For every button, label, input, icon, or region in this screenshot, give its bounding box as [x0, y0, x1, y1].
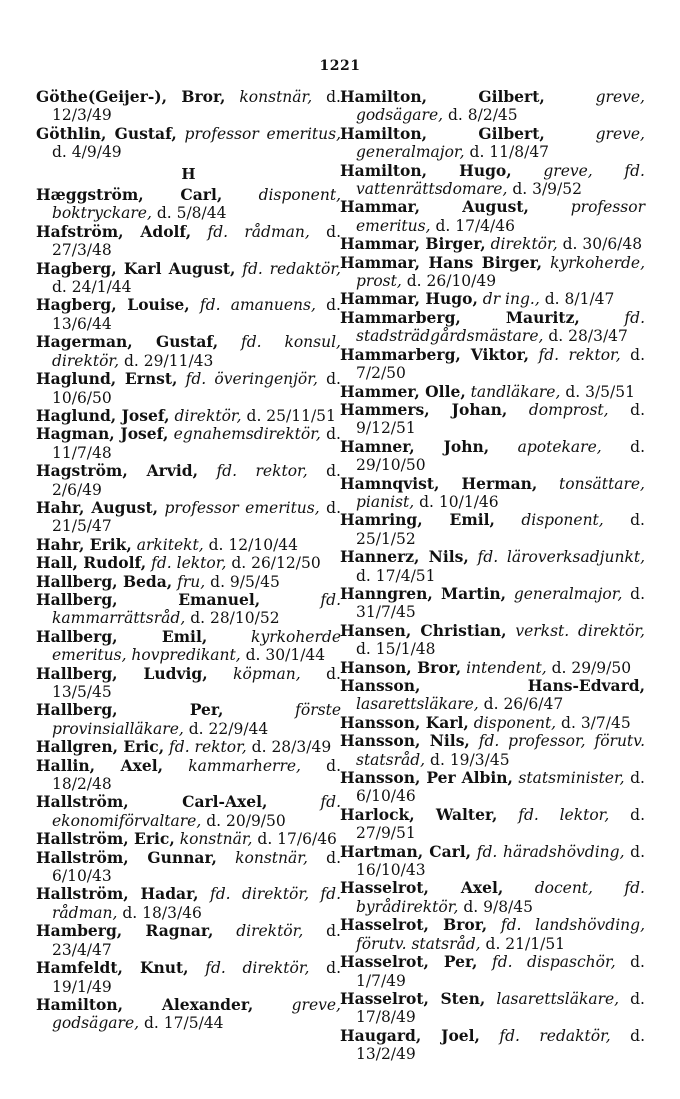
entry-name: Hæggström, Carl,	[36, 185, 223, 205]
entry-date: d. 17/4/51	[356, 566, 436, 585]
entry-description: egnahemsdirektör,	[173, 425, 321, 444]
entry-date: d. 12/3/49	[52, 88, 341, 125]
entry-name: Göthlin, Gustaf,	[36, 123, 177, 143]
entry-date: d. 9/5/45	[210, 572, 280, 591]
entry-date: d. 21/1/51	[485, 934, 566, 953]
obituary-entry	[340, 290, 645, 308]
obituary-entry	[340, 438, 645, 475]
entry-description: professor emeritus,	[184, 124, 341, 143]
entry-date: d. 13/2/49	[356, 1026, 645, 1064]
entry-date: d. 17/8/49	[356, 989, 645, 1027]
entry-name: Hallström, Carl-Axel,	[36, 792, 268, 812]
entry-description: fd. amanuens,	[199, 296, 316, 315]
entry-description: intendent,	[466, 658, 547, 677]
entry-date: d. 4/9/49	[52, 143, 122, 162]
entry-name: Hansen, Christian,	[340, 620, 507, 640]
entry-date: d. 3/5/51	[565, 382, 635, 401]
obituary-entry	[36, 425, 341, 462]
obituary-entry	[340, 843, 645, 880]
obituary-entry	[340, 732, 645, 769]
entry-date: d. 27/3/48	[52, 222, 341, 260]
entry-name: Hagström, Arvid,	[36, 461, 198, 481]
entry-description: fd. redaktör,	[242, 259, 341, 278]
entry-date: d. 23/4/47	[52, 922, 341, 959]
entry-date: d. 26/12/50	[231, 554, 321, 573]
entry-date: d. 30/1/44	[245, 646, 326, 665]
entry-description: fd. dispaschör,	[491, 953, 616, 972]
entry-date: d. 28/3/49	[251, 738, 332, 757]
entry-name: Hammar, Hugo,	[340, 289, 478, 309]
entry-date: d. 25/11/51	[246, 406, 336, 425]
entry-date: d. 24/1/44	[52, 278, 132, 297]
entry-name: Hammar, Birger,	[340, 234, 486, 254]
entry-date: d. 26/6/47	[483, 695, 564, 714]
entry-date: d. 3/7/45	[561, 713, 631, 732]
entry-date: d. 9/8/45	[463, 897, 533, 916]
obituary-entry	[36, 333, 341, 370]
entry-description: verkst. direktör,	[515, 621, 645, 640]
entry-name: Hamring, Emil,	[340, 510, 495, 530]
entry-date: d. 11/8/47	[469, 143, 550, 162]
entry-name: Hallberg, Beda,	[36, 571, 173, 591]
obituary-entry	[36, 793, 341, 830]
entry-date: d. 17/6/46	[257, 830, 337, 849]
entry-date: d. 15/1/48	[356, 640, 436, 659]
entry-description: dr ing.,	[482, 290, 540, 309]
left-column	[36, 88, 341, 1033]
entry-name: Hansson, Nils,	[340, 731, 470, 751]
entry-date: d. 29/11/43	[124, 351, 214, 370]
obituary-entry	[36, 628, 341, 665]
entry-name: Hamnqvist, Herman,	[340, 473, 538, 493]
entry-list-before-heading	[36, 88, 341, 162]
entry-name: Hagerman, Gustaf,	[36, 332, 219, 352]
entry-date: d. 8/2/45	[447, 106, 518, 125]
entry-name: Hammers, Johan,	[340, 399, 508, 419]
entry-description: disponent,	[521, 511, 604, 530]
obituary-entry	[340, 235, 645, 253]
obituary-entry	[36, 591, 341, 628]
entry-date: d. 11/7/48	[52, 425, 341, 462]
entry-name: Hall, Rudolf,	[36, 553, 147, 573]
entry-description: fd. lektor,	[151, 554, 227, 573]
entry-description: professor emeritus,	[164, 498, 320, 517]
entry-name: Hamner, John,	[340, 436, 490, 456]
entry-date: d. 19/3/45	[430, 750, 510, 769]
entry-name: Hamberg, Ragnar,	[36, 921, 214, 941]
obituary-entry	[340, 162, 645, 199]
entry-description: fd. professor, förutv. statsråd,	[356, 732, 645, 769]
obituary-entry	[340, 401, 645, 438]
entry-date: d. 28/10/52	[190, 609, 280, 628]
entry-name: Hallström, Eric,	[36, 829, 175, 849]
obituary-entry	[340, 309, 645, 346]
entry-name: Hallberg, Emil,	[36, 626, 208, 646]
entry-name: Hahr, August,	[36, 497, 159, 517]
entry-date: d. 18/3/46	[122, 903, 202, 922]
entry-date: d. 25/1/52	[356, 511, 645, 548]
entry-name: Hallberg, Ludvig,	[36, 663, 208, 683]
obituary-entry	[36, 296, 341, 333]
entry-date: d. 22/9/44	[188, 719, 269, 738]
obituary-entry	[340, 677, 645, 714]
obituary-entry	[36, 849, 341, 886]
entry-date: d. 20/9/50	[206, 811, 286, 830]
entry-name: Hanson, Bror,	[340, 657, 462, 677]
entry-name: Hasselrot, Bror,	[340, 915, 488, 935]
entry-date: d. 29/9/50	[551, 658, 632, 677]
entry-description: disponent,	[473, 713, 557, 732]
entry-name: Hallberg, Emanuel,	[36, 589, 261, 609]
entry-description: fd. konsul, direktör,	[52, 333, 341, 370]
entry-date: d. 6/10/43	[52, 848, 341, 886]
obituary-entry	[36, 996, 341, 1033]
entry-name: Hammar, August,	[340, 197, 529, 217]
right-column	[340, 88, 645, 1064]
obituary-entry	[36, 536, 341, 554]
entry-description: fd. läroverksadjunkt,	[477, 548, 645, 567]
obituary-entry	[36, 885, 341, 922]
entry-name: Hallström, Gunnar,	[36, 847, 217, 867]
obituary-entry	[340, 916, 645, 953]
entry-description: konstnär,	[179, 830, 253, 849]
entry-description: fd. rektor,	[169, 738, 247, 757]
obituary-entry	[36, 499, 341, 536]
obituary-entry	[36, 260, 341, 297]
entry-date: d. 9/12/51	[356, 400, 645, 438]
entry-name: Hansson, Karl,	[340, 712, 469, 732]
entry-name: Hagberg, Karl August,	[36, 258, 236, 278]
entry-name: Hammer, Olle,	[340, 381, 466, 401]
entry-description: köpman,	[233, 664, 301, 683]
obituary-entry	[340, 714, 645, 732]
entry-description: apotekare,	[517, 437, 602, 456]
entry-description: fd. ekonomiförvaltare,	[52, 793, 341, 830]
entry-date: d. 10/6/50	[52, 370, 341, 407]
entry-description: fd. rektor,	[216, 462, 308, 481]
entry-name: Göthe(Geijer-), Bror,	[36, 87, 226, 106]
entry-name: Hasselrot, Per,	[340, 952, 478, 972]
entry-description: kammarherre,	[188, 756, 301, 775]
obituary-entry	[36, 407, 341, 425]
obituary-entry	[340, 254, 645, 291]
entry-description: greve, godsägare,	[52, 995, 341, 1033]
entry-name: Hammarberg, Viktor,	[340, 344, 530, 364]
entry-name: Hamfeldt, Knut,	[36, 958, 189, 978]
entry-description: statsminister,	[518, 769, 625, 788]
entry-date: d. 3/9/52	[512, 180, 582, 199]
obituary-entry	[340, 125, 645, 162]
obituary-entry	[36, 701, 341, 738]
entry-description: fd. kammarrättsråd,	[52, 590, 341, 628]
obituary-entry	[36, 370, 341, 407]
entry-date: d. 21/5/47	[52, 498, 341, 536]
entry-description: fd. rådman,	[207, 222, 310, 241]
entry-description: fd. landshövding, förutv. statsråd,	[356, 916, 645, 953]
entry-description: konstnär,	[239, 88, 313, 106]
entry-description: arkitekt,	[136, 535, 204, 554]
entry-date: d. 17/4/46	[435, 216, 515, 235]
obituary-entry	[340, 585, 645, 622]
entry-date: d. 13/5/45	[52, 664, 341, 701]
entry-name: Hasselrot, Sten,	[340, 988, 486, 1008]
entry-date: d. 19/1/49	[52, 959, 341, 996]
entry-name: Hallgren, Eric,	[36, 737, 165, 757]
entry-description: lasarettsläkare,	[496, 989, 620, 1008]
entry-name: Hansson, Per Albin,	[340, 768, 513, 788]
entry-description: fd. lektor,	[518, 805, 610, 824]
entry-date: d. 13/6/44	[52, 296, 341, 333]
entry-description: disponent, boktryckare,	[52, 186, 341, 223]
entry-description: fd. direktör,	[205, 959, 310, 978]
entry-date: d. 18/2/48	[52, 756, 341, 794]
entry-date: d. 27/9/51	[356, 805, 645, 843]
page-number: 1221	[319, 58, 361, 74]
entry-date: d. 29/10/50	[356, 437, 645, 475]
entry-date: d. 6/10/46	[356, 769, 645, 806]
obituary-entry	[340, 1027, 645, 1064]
entry-description: greve, fd. vattenrättsdomare,	[356, 161, 645, 199]
entry-description: tandläkare,	[470, 382, 561, 401]
entry-name: Haugard, Joel,	[340, 1025, 480, 1045]
obituary-entry	[340, 622, 645, 659]
entry-description: konstnär,	[235, 848, 308, 867]
entry-description: professor emeritus,	[356, 198, 645, 235]
entry-date: d. 1/7/49	[356, 953, 645, 990]
entry-name: Hamilton, Gilbert,	[340, 123, 545, 143]
obituary-entry	[340, 548, 645, 585]
entry-list-after-heading	[36, 186, 341, 1033]
entry-description: kyrkoherde emeritus, hovpredikant,	[52, 627, 341, 665]
obituary-entry	[340, 88, 645, 125]
obituary-entry	[36, 573, 341, 591]
entry-name: Hannerz, Nils,	[340, 547, 469, 567]
obituary-entry	[340, 383, 645, 401]
entry-date: d. 12/10/44	[208, 535, 299, 554]
entry-description: förste provinsialläkare,	[52, 701, 341, 738]
obituary-entry	[36, 554, 341, 572]
obituary-entry	[36, 922, 341, 959]
entry-date: d. 30/6/48	[562, 235, 643, 254]
entry-name: Hamilton, Alexander,	[36, 994, 254, 1014]
entry-description: fd. rektor,	[538, 345, 621, 364]
entry-description: direktör,	[236, 922, 304, 941]
entry-description: fd. häradshövding,	[476, 842, 625, 861]
entry-date: d. 26/10/49	[406, 272, 497, 291]
entry-description: domprost,	[528, 400, 609, 419]
entry-description: fd. överingenjör,	[185, 370, 318, 389]
obituary-entry	[36, 959, 341, 996]
entry-date: d. 8/1/47	[544, 290, 615, 309]
entry-name: Hansson, Hans-Edvard,	[340, 676, 645, 695]
obituary-entry	[36, 88, 341, 125]
obituary-entry	[340, 659, 645, 677]
entry-description: lasarettsläkare,	[356, 695, 479, 714]
entry-description: greve, godsägare,	[356, 88, 645, 125]
entry-name: Hallberg, Per,	[36, 700, 224, 720]
obituary-entry	[340, 475, 645, 512]
entry-name: Hammarberg, Mauritz,	[340, 307, 580, 327]
entry-name: Hallin, Axel,	[36, 755, 164, 775]
entry-name: Hamilton, Hugo,	[340, 160, 512, 180]
obituary-entry	[36, 738, 341, 756]
entry-description: fd. stadsträdgårdsmästare,	[356, 308, 645, 346]
obituary-entry	[340, 346, 645, 383]
entry-date: d. 5/8/44	[156, 204, 227, 223]
entry-name: Hahr, Erik,	[36, 534, 132, 554]
entry-name: Hartman, Carl,	[340, 841, 472, 861]
entry-description: generalmajor,	[513, 584, 623, 603]
obituary-entry	[340, 806, 645, 843]
entry-date: d. 17/5/44	[143, 1014, 224, 1033]
entry-name: Harlock, Walter,	[340, 804, 498, 824]
entry-date: d. 7/2/50	[356, 345, 645, 383]
entry-date: d. 28/3/47	[548, 327, 628, 346]
entry-description: fd. direktör, fd. rådman,	[52, 885, 342, 922]
entry-name: Hafström, Adolf,	[36, 221, 192, 241]
entry-date: d. 31/7/45	[356, 584, 645, 622]
entry-description: direktör,	[174, 406, 242, 425]
entry-description: tonsättare, pianist,	[356, 474, 645, 511]
entry-name: Haglund, Ernst,	[36, 369, 178, 389]
section-letter-heading: H	[181, 164, 196, 183]
entry-description: fd. redaktör,	[499, 1026, 611, 1045]
entry-name: Hammar, Hans Birger,	[340, 252, 543, 272]
obituary-entry	[36, 186, 341, 223]
entry-name: Hanngren, Martin,	[340, 583, 507, 603]
entry-name: Hasselrot, Axel,	[340, 878, 504, 898]
obituary-entry	[36, 757, 341, 794]
entry-name: Hagberg, Louise,	[36, 295, 190, 315]
obituary-entry	[36, 223, 341, 260]
entry-description: direktör,	[490, 235, 558, 254]
obituary-entry	[340, 511, 645, 548]
obituary-entry	[36, 830, 341, 848]
entry-date: d. 16/10/43	[356, 842, 646, 880]
entry-date: d. 2/6/49	[52, 462, 341, 499]
obituary-entry	[340, 953, 645, 990]
entry-name: Haglund, Josef,	[36, 405, 170, 425]
entry-description: greve, generalmajor,	[356, 124, 645, 162]
obituary-entry	[340, 879, 645, 916]
entry-name: Hallström, Hadar,	[36, 884, 199, 904]
obituary-entry	[36, 665, 341, 702]
entry-date: d. 10/1/46	[419, 492, 499, 511]
obituary-entry	[340, 990, 645, 1027]
entry-description: fru,	[177, 572, 206, 591]
entry-name: Hagman, Josef,	[36, 424, 169, 444]
obituary-entry	[340, 198, 645, 235]
entry-name: Hamilton, Gilbert,	[340, 87, 545, 106]
entry-description: docent, fd. byrådirektör,	[356, 879, 645, 916]
entry-description: kyrkoherde, prost,	[356, 253, 645, 291]
obituary-entry	[340, 769, 645, 806]
obituary-entry	[36, 462, 341, 499]
obituary-entry	[36, 125, 341, 162]
